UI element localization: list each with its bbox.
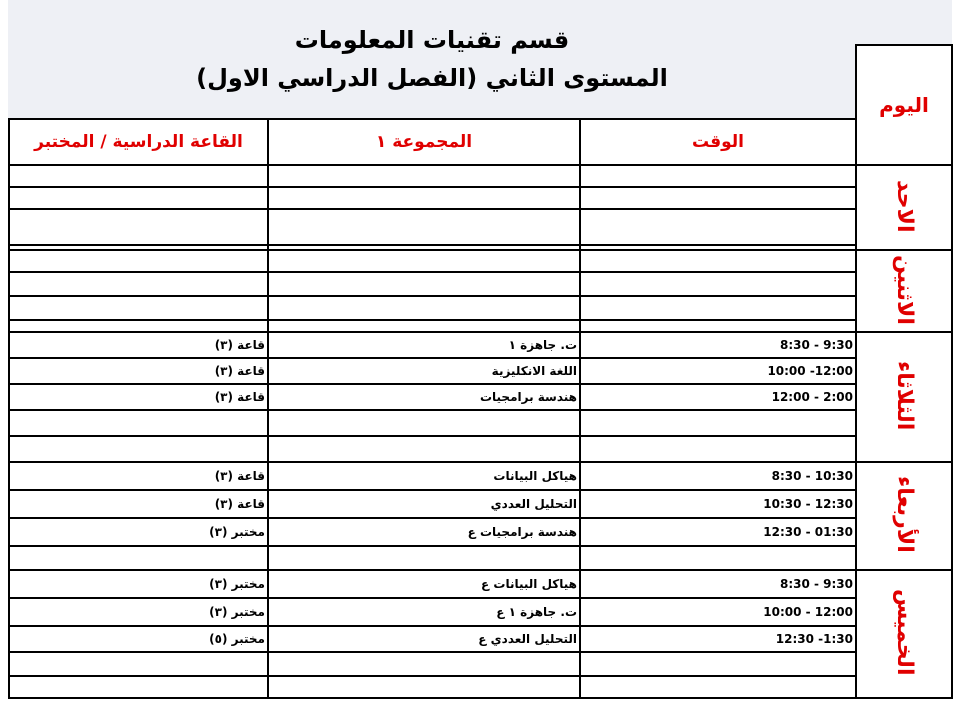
subject-cell: هندسة برامجيات	[268, 384, 580, 410]
day-sunday-label: الاحد	[892, 179, 917, 233]
day-tuesday	[856, 332, 952, 462]
header-group: المجموعة ١	[268, 119, 580, 165]
room-cell: قاعة (٣)	[9, 332, 268, 358]
room-cell: مختبر (٣)	[9, 518, 268, 546]
table-row	[9, 332, 952, 358]
empty-cell	[268, 209, 580, 245]
subject-cell: هياكل البيانات ع	[268, 570, 580, 598]
subject-cell: التحليل العددي ع	[268, 626, 580, 652]
empty-cell	[580, 676, 856, 698]
title-area	[9, 45, 856, 119]
day-sunday	[856, 165, 952, 250]
empty-cell	[268, 320, 580, 332]
table-row	[9, 384, 952, 410]
header-time: الوقت	[580, 119, 856, 165]
table-row	[9, 518, 952, 546]
empty-cell	[580, 652, 856, 676]
empty-cell	[9, 676, 268, 698]
empty-cell	[268, 652, 580, 676]
empty-cell	[580, 272, 856, 296]
room-cell: قاعة (٣)	[9, 384, 268, 410]
subject-cell: ت. جاهزة ١	[268, 332, 580, 358]
header-background-right	[856, 0, 952, 44]
empty-cell	[9, 165, 268, 187]
room-cell: مختبر (٣)	[9, 598, 268, 626]
empty-cell	[9, 320, 268, 332]
empty-cell	[268, 187, 580, 209]
time-cell: 12:30 -1:30	[580, 626, 856, 652]
subject-cell: هندسة برامجيات ع	[268, 518, 580, 546]
department-title: قسم تقنيات المعلومات	[294, 26, 570, 54]
empty-cell	[268, 546, 580, 570]
day-thursday	[856, 570, 952, 698]
empty-cell	[9, 209, 268, 245]
empty-cell	[9, 296, 268, 320]
room-cell: قاعة (٣)	[9, 462, 268, 490]
empty-cell	[9, 187, 268, 209]
empty-cell	[9, 410, 268, 436]
empty-cell	[580, 410, 856, 436]
day-monday	[856, 250, 952, 332]
time-cell: 10:00 - 12:00	[580, 598, 856, 626]
empty-cell	[9, 436, 268, 462]
table-row	[9, 462, 952, 490]
level-semester-title: المستوى الثاني (الفصل الدراسي الاول)	[196, 64, 668, 92]
header-room: القاعة الدراسية / المختبر	[9, 119, 268, 165]
empty-cell	[9, 652, 268, 676]
day-tuesday-label: الثلاثاء	[892, 360, 917, 431]
empty-cell	[268, 296, 580, 320]
time-cell: 10:00 -12:00	[580, 358, 856, 384]
empty-cell	[268, 250, 580, 272]
empty-cell	[580, 250, 856, 272]
empty-cell	[268, 436, 580, 462]
empty-cell	[268, 676, 580, 698]
empty-cell	[9, 546, 268, 570]
time-cell: 8:30 - 10:30	[580, 462, 856, 490]
time-cell: 12:00 - 2:00	[580, 384, 856, 410]
empty-cell	[268, 272, 580, 296]
empty-cell	[580, 546, 856, 570]
day-thursday-label: الخميس	[892, 589, 917, 676]
header-day: اليوم	[856, 45, 952, 165]
room-cell: مختبر (٣)	[9, 570, 268, 598]
table-row	[9, 570, 952, 598]
time-cell: 12:30 - 01:30	[580, 518, 856, 546]
subject-cell: ت. جاهزة ١ ع	[268, 598, 580, 626]
empty-cell	[580, 320, 856, 332]
empty-cell	[9, 250, 268, 272]
subject-cell: اللغة الانكليزية	[268, 358, 580, 384]
table-row	[9, 490, 952, 518]
empty-cell	[580, 296, 856, 320]
subject-cell: هياكل البيانات	[268, 462, 580, 490]
day-wednesday	[856, 462, 952, 570]
time-cell: 8:30 - 9:30	[580, 570, 856, 598]
day-wednesday-label: الأربعاء	[892, 476, 917, 553]
table-row	[9, 358, 952, 384]
time-cell: 10:30 - 12:30	[580, 490, 856, 518]
table-row	[9, 598, 952, 626]
empty-cell	[268, 165, 580, 187]
subject-cell: التحليل العددي	[268, 490, 580, 518]
empty-cell	[580, 209, 856, 245]
empty-cell	[580, 187, 856, 209]
table-row	[9, 626, 952, 652]
day-monday-label: الاثنين	[892, 254, 917, 325]
empty-cell	[580, 436, 856, 462]
time-cell: 8:30 - 9:30	[580, 332, 856, 358]
room-cell: قاعة (٣)	[9, 490, 268, 518]
room-cell: مختبر (٥)	[9, 626, 268, 652]
empty-cell	[9, 272, 268, 296]
empty-cell	[580, 165, 856, 187]
schedule-table	[8, 44, 953, 699]
empty-cell	[268, 410, 580, 436]
room-cell: قاعة (٣)	[9, 358, 268, 384]
